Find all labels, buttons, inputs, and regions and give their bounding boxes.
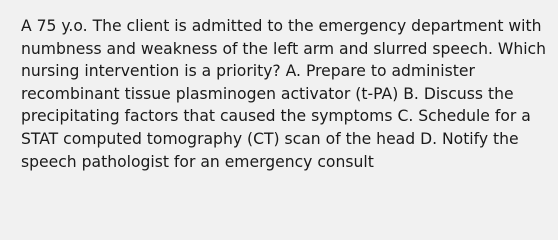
question-text: A 75 y.o. The client is admitted to the emergency department with numbness and weakness of the left arm and slurred speech. Which nursing intervention is a priority? A. Prepare to administer recombinant tissue plasminogen activator (t-PA) B. Discuss the precipitating factors that caused the symptoms C. Schedule for a STAT computed tomography (CT) scan of the head D. Notify the speech pathologist for an emergency consult xyxy=(21,17,546,171)
